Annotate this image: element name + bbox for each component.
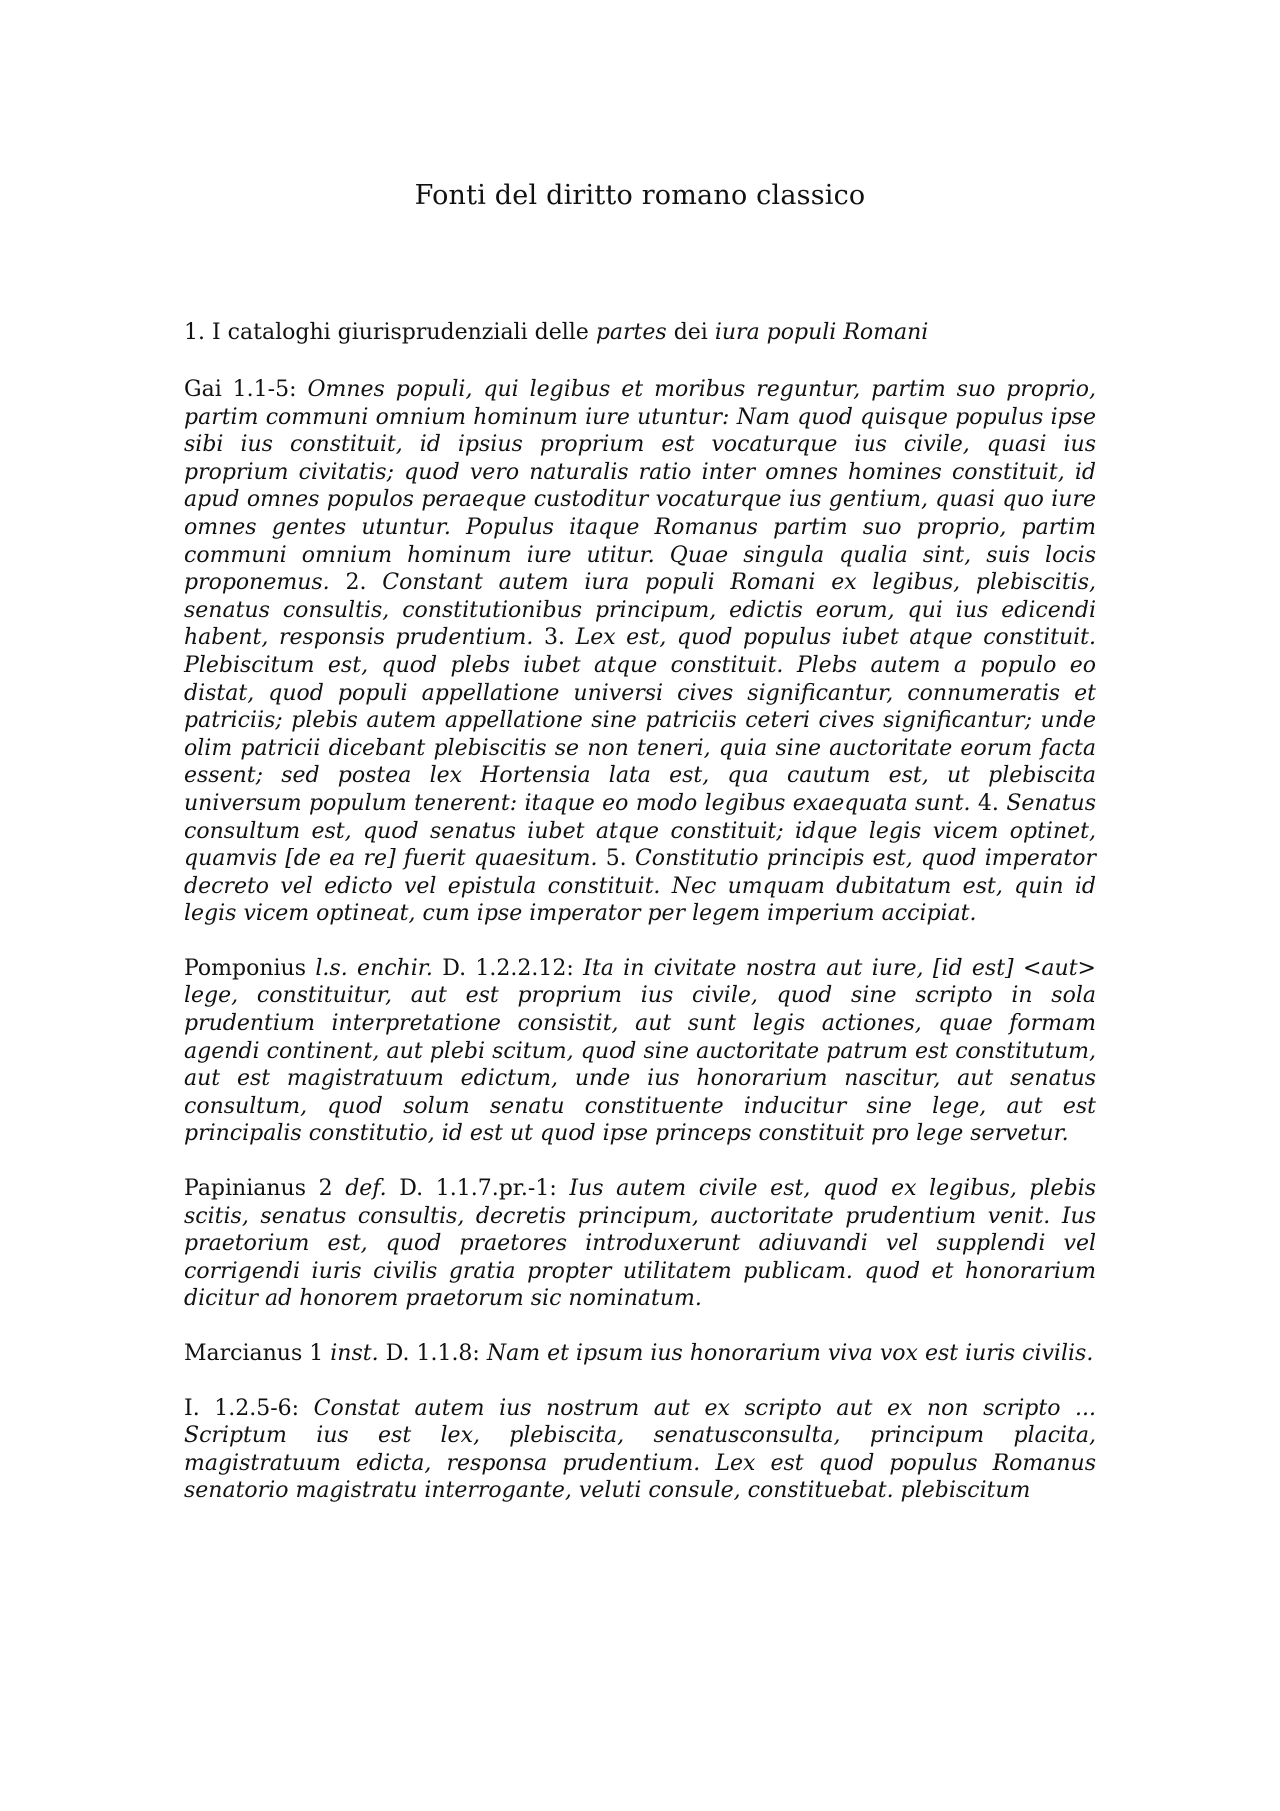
passage-text: Constant autem iura populi Romani ex legibus, plebiscitis, senatus consultis, constitutionibus principum, edictis eorum, qui ius edicendi habent, responsis prudentium. [184,570,1096,651]
section-number: 1. [184,320,205,345]
passage-ref: I. 1.2.5-6: [184,1395,300,1421]
passage-papinianus [184,1175,1096,1313]
passage-text: Omnes populi, qui legibus et moribus reguntur, partim suo proprio, partim communi omnium hominum iure utuntur: Nam quod quisque populus ipse sibi ius constituit, id ipsius proprium est vocaturque ius civile, quasi ius proprium civitatis; quod vero naturalis ratio inter omnes homines constituit, id apud omnes populos peraeque custoditur vocaturque ius gentium, quasi quo iure omnes gentes utuntur. Populus itaque Romanus partim suo proprio, partim communi omnium hominum iure utitur. Quae singula qualia sint, suis locis proponemus. [184,377,1096,596]
passage-author: Marcianus 1 [184,1341,324,1366]
passage-work: l.s. enchir. [315,955,433,981]
passage-pomponius [184,955,1096,1148]
passage-ref: D. 1.2.2.12: [442,955,574,981]
passage-text: Constitutio principis est, quod imperator decreto vel edicto vel epistula constituit. Nec umquam dubitatum est, quin id legis vicem optineat, cum ipse imperator per legem imperium accipiat. [184,846,1096,927]
paragraph-number: 5. [605,846,627,872]
passage-text: Ita in civitate nostra aut iure, [id est] <aut> lege, constituitur, aut est proprium ius civile, quod sine scripto in sola prudentium interpretatione consistit, aut sunt legis actiones, quae formam agendi continent, aut plebi scitum, quod sine auctoritate patrum est constitutum, aut est magistratuum edictum, unde ius honorarium nascitur, aut senatus consultum, quod solum senatu constituente inducitur sine lege, aut est principalis constitutio, id est ut quod ipse princeps constituit pro lege servetur. [184,955,1096,1147]
passage-source: Gai 1.1-5: [184,377,297,402]
paragraph-number: 4. [977,790,999,816]
passage-text: Ius autem civile est, quod ex legibus, plebis scitis, senatus consultis, decretis principum, auctoritate prudentium venit. Ius praetorium est, quod praetores introduxerunt adiuvandi vel supplendi vel corrigendi iuris civilis gratia propter utilitatem publicam. quod et honorarium dicitur ad honorem praetorum sic nominatum. [184,1176,1096,1312]
section-heading-mid: dei [673,320,708,345]
document-title: Fonti del diritto romano classico [414,180,866,211]
paragraph-number: 2. [345,570,367,596]
passage-text: Senatus consultum est, quod senatus iubet atque constituit; idque legis vicem optinet, quamvis [de ea re] fuerit quaesitum. [184,790,1097,872]
passage-work: def. [345,1176,387,1202]
section-heading-partes: partes [595,320,667,345]
passage-text: Constat autem ius nostrum aut ex scripto aut ex non scripto ... Scriptum ius est lex, plebiscita, senatusconsulta, principum placita, magistratuum edicta, responsa prudentium. Lex est quod populus Romanus senatorio magistratu interrogante, veluti consule, constituebat. plebiscitum [184,1395,1096,1504]
passage-text: Lex est, quod populus iubet atque constituit. Plebiscitum est, quod plebs iubet atque constituit. Plebs autem a populo eo distat, quod populi appellatione universi cives significantur, connumeratis et patriciis; plebis autem appellatione sine patriciis ceteri cives significantur; unde olim patricii dicebant plebiscitis se non teneri, quia sine auctoritate eorum facta essent; sed postea lex Hortensia lata est, qua cautum est, ut plebiscita universum populum tenerent: itaque eo modo legibus exaequata sunt. [184,625,1096,816]
section-heading [184,318,1096,348]
passage-ref: D. 1.1.7.pr.-1: [399,1176,557,1202]
passage-text: Nam et ipsum ius honorarium viva vox est iuris civilis. [486,1341,1094,1366]
passage-institutiones [184,1395,1096,1505]
passage-work: inst. [330,1341,379,1366]
passage-author: Papinianus 2 [184,1176,333,1202]
passage-marcianus [184,1340,1096,1368]
passage-ref: D. 1.1.8: [385,1341,480,1366]
section-heading-iura: iura populi Romani [714,320,929,345]
paragraph-number: 3. [544,625,565,651]
document-body [184,376,1096,1532]
passage-gaius [184,376,1096,928]
passage-author: Pomponius [184,955,307,981]
section-heading-prefix: I cataloghi giurisprudenziali delle [212,320,589,345]
